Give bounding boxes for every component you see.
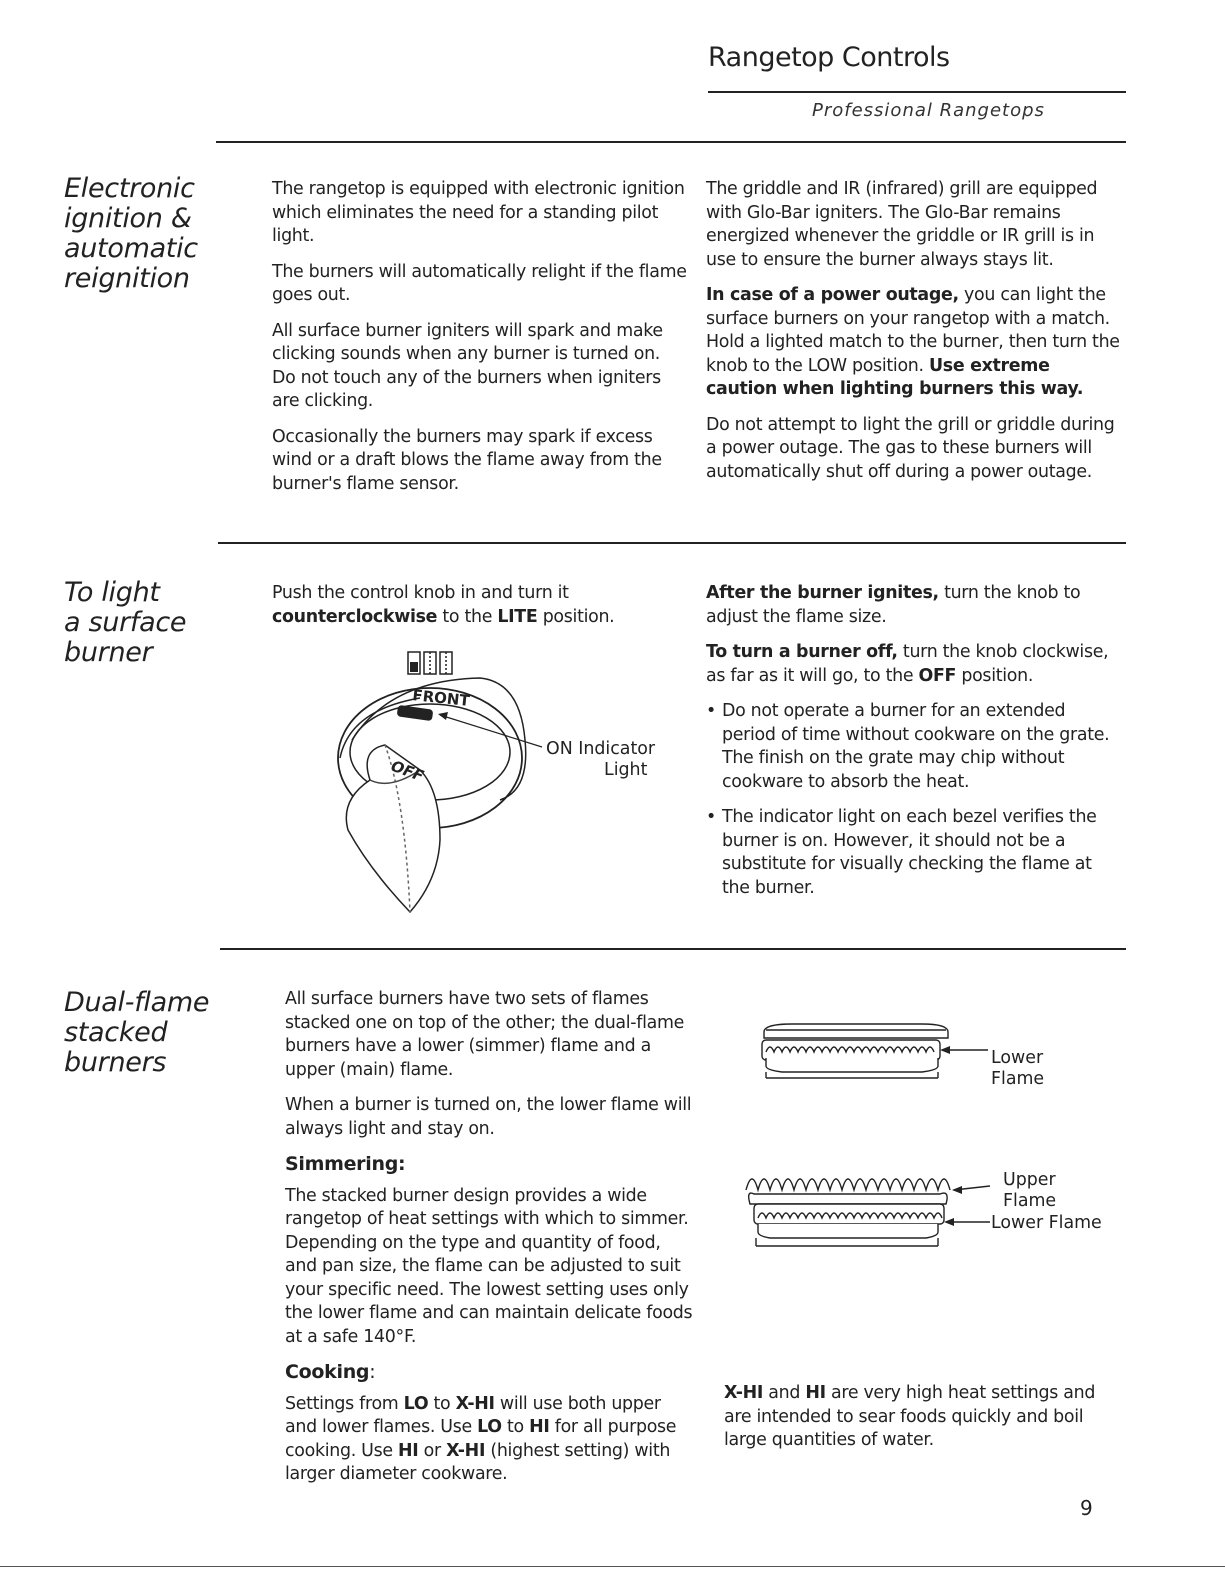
text: for all purpose cooking. Use	[285, 1417, 677, 1461]
heading-text: Cooking	[285, 1361, 370, 1383]
upper-flame-label	[1003, 1170, 1056, 1212]
off-label: OFF	[388, 756, 427, 786]
paragraph: The stacked burner design provides a wide rangetop of heat settings with which to simmer. Depending on the type and quantity of food, and pan size, the flame can be adjusted to suit your specific need. The lowest setting uses only the lower flame and can maintain delicate foods at a safe 140°F.	[285, 1185, 693, 1347]
text: you can light the surface burners on your rangetop with a match. Hold a lighted match to the burner, then turn the knob to the LOW position.	[706, 285, 1120, 376]
text: (highest setting) with larger diameter cookware.	[285, 1440, 671, 1484]
heading-line: burners	[64, 1047, 167, 1078]
callout-line: Light	[604, 760, 648, 780]
text: and	[763, 1383, 806, 1403]
callout-line: ON Indicator	[546, 739, 656, 759]
list-item: • The indicator light on each bezel verifies the burner is on. However, it should not be a substitute for visually checking the flame at the burner.	[706, 806, 1124, 900]
section-heading-dual	[64, 988, 209, 1078]
heading-line: Electronic	[64, 173, 195, 204]
text: to the	[437, 606, 498, 627]
heading-line: To light	[64, 577, 160, 608]
paragraph	[272, 582, 688, 629]
dual-flame-burner-illustration	[740, 1168, 990, 1258]
upper-flame-ring	[746, 1179, 950, 1190]
section-divider	[220, 948, 1126, 950]
heading-line: automatic	[64, 233, 198, 264]
text: turn the knob to adjust the flame size.	[706, 583, 1081, 627]
list-item: • Do not operate a burner for an extended period of time without cookware on the grate. The finish on the grate may chip without cookware to absorb the heat.	[706, 700, 1124, 794]
dual-left-column	[285, 988, 697, 1499]
section-divider	[216, 141, 1126, 143]
page-number: 9	[1080, 1496, 1093, 1520]
light-right-column	[706, 582, 1124, 912]
page-bottom-edge	[0, 1566, 1225, 1567]
paragraph	[285, 1393, 697, 1487]
paragraph: All surface burners have two sets of flames stacked one on top of the other; the dual-flame burners have a lower (simmer) flame and a upper (main) flame.	[285, 989, 685, 1080]
cooking-heading	[285, 1361, 697, 1385]
label-line: Flame	[1003, 1191, 1057, 1211]
bold-text: After the burner ignites,	[706, 583, 939, 603]
bold-text: counterclockwise	[272, 606, 438, 627]
bold-text: In case of a power outage,	[706, 285, 959, 305]
bold-text: X-HI	[455, 1393, 495, 1414]
heading-line: a surface	[64, 607, 187, 638]
bold-text: HI	[529, 1417, 550, 1437]
paragraph	[724, 1382, 1124, 1453]
paragraph: The rangetop is equipped with electronic ignition which eliminates the need for a standing pilot light.	[272, 179, 685, 246]
bold-text: LITE	[497, 606, 538, 627]
ignition-left-column	[272, 178, 688, 508]
heading-colon: :	[369, 1361, 376, 1383]
on-indicator-callout	[546, 739, 655, 781]
text: position.	[956, 665, 1034, 686]
title-rule	[708, 91, 1126, 93]
text: position.	[537, 606, 615, 627]
text: Settings from	[285, 1393, 404, 1414]
bold-text: HI	[805, 1383, 826, 1403]
paragraph: The griddle and IR (infrared) grill are equipped with Glo-Bar igniters. The Glo-Bar remains energized whenever the griddle or IR grill is in use to ensure the burner always stays lit.	[706, 179, 1098, 270]
paragraph	[706, 582, 1124, 629]
on-indicator-light	[397, 706, 432, 721]
paragraph	[706, 284, 1124, 402]
section-heading-ignition	[64, 174, 198, 294]
lower-flame-burner-illustration	[752, 1020, 992, 1090]
text: to	[428, 1393, 456, 1414]
dual-right-column	[724, 1382, 1124, 1465]
label-line: Lower	[991, 1048, 1044, 1068]
paragraph	[706, 641, 1124, 688]
paragraph: When a burner is turned on, the lower flame will always light and stay on.	[285, 1095, 692, 1139]
bold-text: To turn a burner off,	[706, 642, 898, 662]
bold-text: LO	[403, 1393, 429, 1414]
bold-text: OFF	[918, 665, 957, 686]
bullet-list	[706, 700, 1124, 900]
ignition-right-column	[706, 178, 1124, 496]
bold-text: X-HI	[724, 1383, 764, 1403]
text: Push the control knob in and turn it	[272, 583, 569, 603]
light-left-column	[272, 582, 688, 641]
heading-line: burner	[64, 637, 153, 668]
text: or	[418, 1440, 447, 1461]
section-heading-light	[64, 578, 186, 668]
paragraph: All surface burner igniters will spark and make clicking sounds when any burner is turned on. Do not touch any of the burners when igniters are clicking.	[272, 320, 663, 411]
lower-flame-label-2: Lower Flame	[991, 1213, 1102, 1233]
text: turn the knob clockwise, as far as it will go, to the	[706, 642, 1109, 686]
paragraph: The burners will automatically relight if the flame goes out.	[272, 261, 687, 305]
page-title: Rangetop Controls	[708, 42, 950, 73]
text: to	[501, 1417, 530, 1437]
lower-flame-label	[991, 1048, 1044, 1090]
heading-line: stacked	[64, 1017, 168, 1048]
paragraph: Occasionally the burners may spark if excess wind or a draft blows the flame away from the burner's flame sensor.	[272, 426, 662, 494]
heading-line: Dual-flame	[64, 987, 210, 1018]
heading-line: ignition &	[64, 203, 192, 234]
label-line: Flame	[991, 1069, 1045, 1089]
page-subtitle: Professional Rangetops	[812, 100, 1045, 121]
text: will use both upper and lower flames. Use	[285, 1393, 661, 1437]
bold-text: Use extreme caution when lighting burners this way.	[706, 355, 1084, 399]
bold-text: X-HI	[446, 1440, 486, 1461]
section-divider	[218, 542, 1126, 544]
bold-text: HI	[397, 1440, 419, 1461]
bold-text: LO	[477, 1417, 502, 1437]
front-label: FRONT	[411, 686, 471, 710]
simmering-heading: Simmering:	[285, 1153, 406, 1175]
paragraph: Do not attempt to light the grill or griddle during a power outage. The gas to these burners will automatically shut off during a power outage.	[706, 414, 1115, 482]
heading-line: reignition	[64, 263, 190, 294]
label-line: Upper	[1003, 1170, 1056, 1190]
text: are very high heat settings and are intended to sear foods quickly and boil large quantities of water.	[724, 1383, 1096, 1450]
